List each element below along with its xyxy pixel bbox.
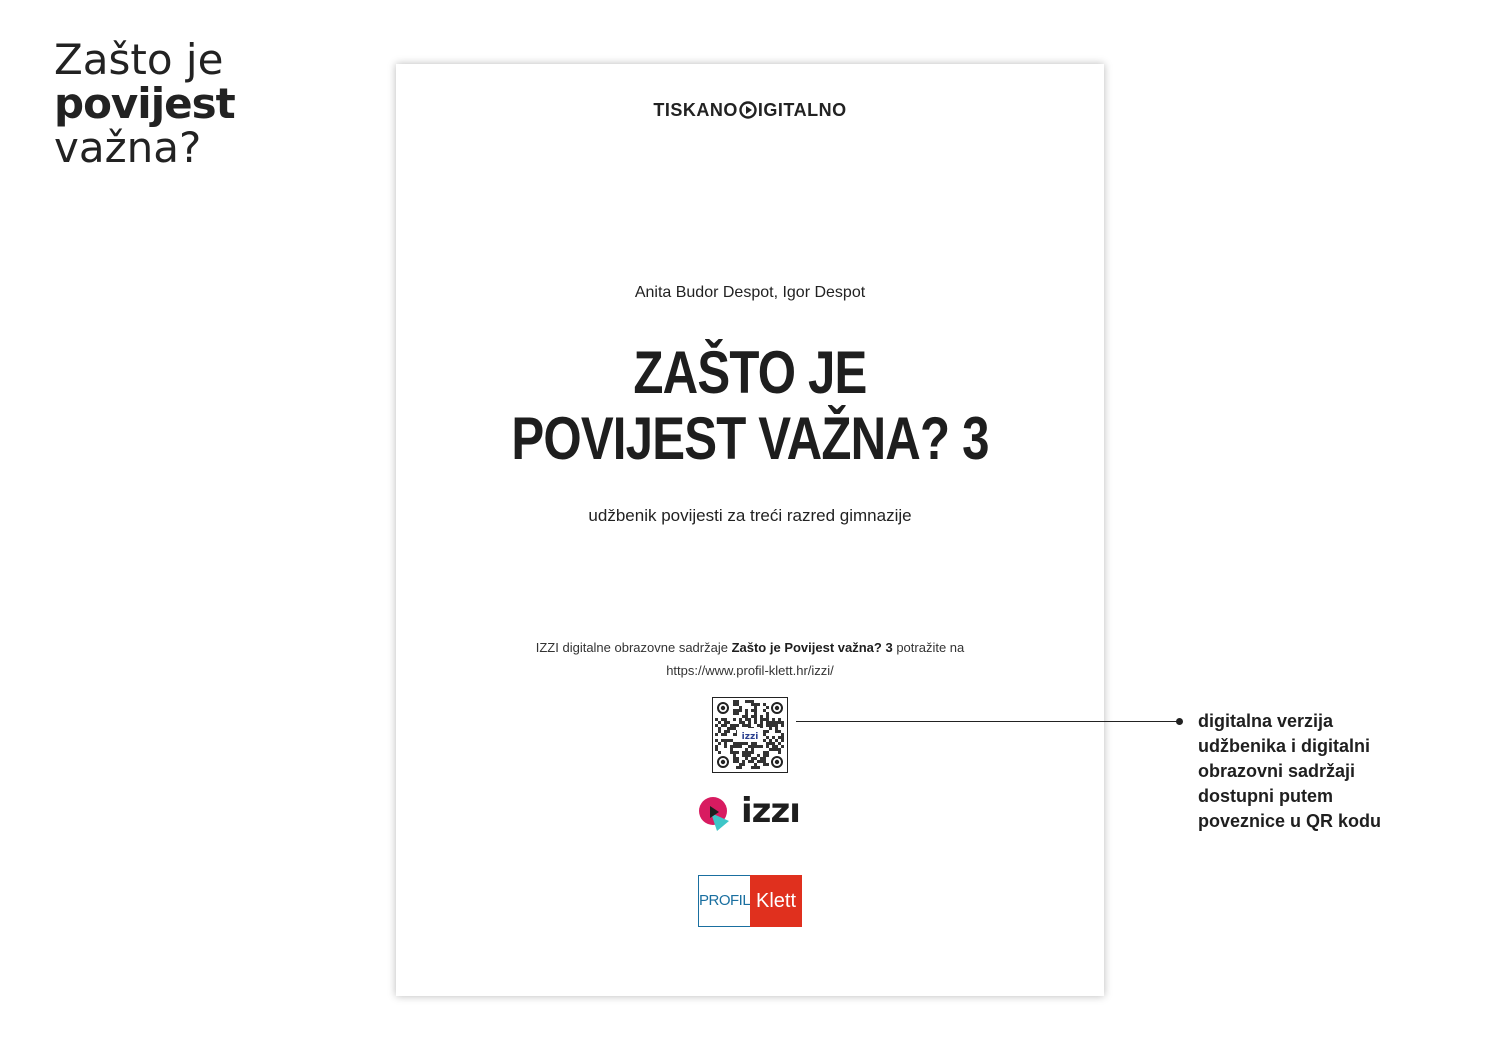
qr-label: izzi bbox=[741, 732, 759, 742]
qr-module bbox=[727, 727, 730, 730]
qr-module bbox=[754, 712, 757, 715]
qr-module bbox=[736, 757, 739, 760]
qr-module bbox=[733, 733, 736, 736]
qr-module bbox=[751, 715, 754, 718]
qr-module bbox=[724, 730, 727, 733]
qr-module bbox=[739, 709, 742, 712]
qr-module bbox=[745, 712, 748, 715]
qr-module bbox=[730, 751, 733, 754]
qr-module bbox=[751, 742, 754, 745]
qr-module bbox=[772, 736, 775, 739]
qr-module bbox=[754, 763, 757, 766]
qr-module bbox=[754, 745, 757, 748]
qr-module bbox=[745, 751, 748, 754]
qr-module bbox=[748, 745, 751, 748]
qr-module bbox=[733, 742, 736, 745]
brand-left-text: TISKANO bbox=[653, 100, 738, 120]
qr-module bbox=[766, 715, 769, 718]
qr-module bbox=[766, 751, 769, 754]
qr-module bbox=[742, 751, 745, 754]
qr-module bbox=[721, 739, 724, 742]
qr-module bbox=[745, 724, 748, 727]
qr-module bbox=[739, 745, 742, 748]
qr-module bbox=[766, 718, 769, 721]
qr-module bbox=[715, 724, 718, 727]
qr-module bbox=[772, 742, 775, 745]
qr-module bbox=[763, 760, 766, 763]
qr-module bbox=[775, 739, 778, 742]
qr-module bbox=[733, 745, 736, 748]
authors: Anita Budor Despot, Igor Despot bbox=[634, 284, 866, 301]
qr-module bbox=[733, 757, 736, 760]
qr-module bbox=[748, 724, 751, 727]
qr-module bbox=[763, 709, 766, 712]
qr-module bbox=[754, 757, 757, 760]
qr-module bbox=[754, 709, 757, 712]
qr-module bbox=[769, 742, 772, 745]
qr-module bbox=[769, 721, 772, 724]
qr-module bbox=[751, 748, 754, 751]
qr-module bbox=[760, 757, 763, 760]
qr-module bbox=[721, 718, 724, 721]
qr-module bbox=[733, 727, 736, 730]
qr-module bbox=[757, 760, 760, 763]
qr-module bbox=[775, 724, 778, 727]
qr-module bbox=[772, 721, 775, 724]
qr-module bbox=[724, 733, 727, 736]
qr-module bbox=[775, 748, 778, 751]
qr-module bbox=[724, 724, 727, 727]
qr-module bbox=[745, 715, 748, 718]
qr-module bbox=[763, 763, 766, 766]
qr-module bbox=[733, 751, 736, 754]
qr-module bbox=[736, 760, 739, 763]
side-title-line2: povijest bbox=[54, 79, 235, 128]
callout-line5: poveznice u QR kodu bbox=[1198, 811, 1382, 831]
qr-module bbox=[751, 703, 754, 706]
qr-module bbox=[766, 745, 769, 748]
qr-module bbox=[733, 709, 736, 712]
qr-module bbox=[745, 718, 748, 721]
qr-module bbox=[736, 742, 739, 745]
qr-module bbox=[751, 751, 754, 754]
qr-module bbox=[751, 757, 754, 760]
qr-module bbox=[718, 721, 721, 724]
izzi-play-icon bbox=[697, 795, 737, 835]
qr-module bbox=[724, 739, 727, 742]
qr-module bbox=[772, 718, 775, 721]
qr-module bbox=[742, 721, 745, 724]
qr-module bbox=[763, 757, 766, 760]
qr-module bbox=[760, 745, 763, 748]
izzi-logo-text: izzı bbox=[741, 791, 800, 831]
qr-module bbox=[766, 754, 769, 757]
publisher-left: PROFIL bbox=[698, 875, 750, 927]
qr-module bbox=[724, 721, 727, 724]
book-title-line1: ZAŠTO JE bbox=[633, 339, 867, 406]
qr-module bbox=[733, 718, 736, 721]
play-icon bbox=[739, 101, 757, 124]
qr-module bbox=[781, 745, 784, 748]
qr-module bbox=[778, 748, 781, 751]
book-title bbox=[396, 340, 1104, 472]
brand-right-text: IGITALNO bbox=[757, 100, 847, 120]
qr-module bbox=[724, 718, 727, 721]
qr-module bbox=[766, 736, 769, 739]
callout-line1: digitalna verzija bbox=[1198, 711, 1334, 731]
qr-module bbox=[724, 742, 727, 745]
qr-module bbox=[739, 763, 742, 766]
qr-module bbox=[718, 730, 721, 733]
izzi-text-after: potražite na bbox=[892, 640, 965, 655]
qr-module bbox=[736, 712, 739, 715]
qr-module bbox=[736, 751, 739, 754]
qr-module bbox=[751, 745, 754, 748]
qr-module bbox=[748, 751, 751, 754]
qr-module bbox=[745, 757, 748, 760]
tiskano-digitalno-logo bbox=[396, 100, 1104, 124]
qr-module bbox=[760, 718, 763, 721]
qr-module bbox=[748, 718, 751, 721]
qr-module bbox=[754, 715, 757, 718]
qr-module bbox=[760, 724, 763, 727]
qr-module bbox=[754, 703, 757, 706]
qr-module bbox=[778, 718, 781, 721]
book-subtitle: udžbenik povijesti za treći razred gimnazije bbox=[588, 506, 912, 525]
qr-module bbox=[748, 700, 751, 703]
qr-module bbox=[715, 718, 718, 721]
qr-module bbox=[745, 742, 748, 745]
callout-dot bbox=[1176, 718, 1183, 725]
qr-module bbox=[715, 733, 718, 736]
callout-line4: dostupni putem bbox=[1198, 786, 1333, 806]
qr-module bbox=[754, 742, 757, 745]
qr-code[interactable] bbox=[712, 697, 788, 773]
qr-module bbox=[766, 763, 769, 766]
qr-module bbox=[745, 700, 748, 703]
qr-module bbox=[772, 748, 775, 751]
qr-module bbox=[763, 739, 766, 742]
qr-module bbox=[730, 727, 733, 730]
qr-module bbox=[781, 721, 784, 724]
qr-module bbox=[772, 745, 775, 748]
qr-module bbox=[763, 733, 766, 736]
qr-module bbox=[736, 709, 739, 712]
qr-module bbox=[760, 760, 763, 763]
qr-module bbox=[778, 721, 781, 724]
qr-module bbox=[766, 730, 769, 733]
qr-module bbox=[748, 754, 751, 757]
qr-module bbox=[766, 706, 769, 709]
profil-klett-logo bbox=[698, 875, 802, 927]
qr-module bbox=[742, 724, 745, 727]
qr-module bbox=[748, 721, 751, 724]
qr-module bbox=[730, 745, 733, 748]
side-title-line1: Zašto je bbox=[54, 35, 224, 84]
qr-module bbox=[763, 703, 766, 706]
qr-module bbox=[757, 724, 760, 727]
qr-module bbox=[718, 727, 721, 730]
qr-module bbox=[751, 766, 754, 769]
qr-module bbox=[739, 721, 742, 724]
qr-module bbox=[733, 754, 736, 757]
qr-module bbox=[742, 760, 745, 763]
qr-module bbox=[757, 766, 760, 769]
qr-module bbox=[781, 736, 784, 739]
qr-module bbox=[751, 700, 754, 703]
izzi-text-bold: Zašto je Povijest važna? 3 bbox=[731, 640, 893, 655]
qr-module bbox=[763, 754, 766, 757]
qr-module bbox=[766, 721, 769, 724]
callout-line3: obrazovni sadržaji bbox=[1198, 761, 1356, 781]
izzi-logo bbox=[697, 791, 807, 835]
qr-module bbox=[727, 730, 730, 733]
qr-module bbox=[748, 760, 751, 763]
qr-module bbox=[733, 700, 736, 703]
qr-module bbox=[715, 745, 718, 748]
publisher-right: Klett bbox=[750, 875, 802, 927]
qr-module bbox=[742, 715, 745, 718]
qr-module bbox=[763, 751, 766, 754]
qr-module bbox=[766, 724, 769, 727]
qr-module bbox=[769, 739, 772, 742]
qr-module bbox=[760, 715, 763, 718]
izzi-url-link[interactable]: https://www.profil-klett.hr/izzi/ bbox=[666, 663, 834, 678]
qr-module bbox=[754, 721, 757, 724]
book-title-line2: POVIJEST VAŽNA? 3 bbox=[511, 405, 989, 472]
qr-module bbox=[727, 739, 730, 742]
qr-module bbox=[733, 760, 736, 763]
qr-module bbox=[778, 742, 781, 745]
qr-module bbox=[730, 748, 733, 751]
qr-module bbox=[739, 706, 742, 709]
qr-module bbox=[745, 754, 748, 757]
qr-module bbox=[775, 727, 778, 730]
qr-module bbox=[724, 745, 727, 748]
qr-module bbox=[736, 766, 739, 769]
qr-module bbox=[742, 763, 745, 766]
qr-module bbox=[757, 703, 760, 706]
qr-module bbox=[730, 724, 733, 727]
qr-module bbox=[778, 736, 781, 739]
qr-module bbox=[718, 742, 721, 745]
qr-module bbox=[751, 760, 754, 763]
side-title-line3: važna? bbox=[54, 123, 202, 172]
qr-module bbox=[742, 742, 745, 745]
qr-module bbox=[760, 721, 763, 724]
qr-module bbox=[718, 751, 721, 754]
qr-module bbox=[766, 712, 769, 715]
callout-line bbox=[796, 721, 1180, 722]
qr-module bbox=[757, 745, 760, 748]
qr-module bbox=[769, 727, 772, 730]
qr-module bbox=[715, 748, 718, 751]
qr-code-graphic bbox=[713, 698, 787, 772]
qr-module bbox=[721, 733, 724, 736]
qr-module bbox=[733, 724, 736, 727]
izzi-info bbox=[396, 636, 1104, 682]
qr-module bbox=[736, 724, 739, 727]
qr-module bbox=[736, 745, 739, 748]
qr-module bbox=[739, 718, 742, 721]
qr-module bbox=[742, 754, 745, 757]
qr-module bbox=[775, 730, 778, 733]
qr-module bbox=[736, 700, 739, 703]
qr-module bbox=[730, 739, 733, 742]
qr-module bbox=[778, 730, 781, 733]
qr-module bbox=[763, 718, 766, 721]
qr-module bbox=[778, 751, 781, 754]
qr-module bbox=[766, 742, 769, 745]
callout-line2: udžbenika i digitalni bbox=[1198, 736, 1371, 756]
qr-module bbox=[754, 706, 757, 709]
qr-module bbox=[754, 718, 757, 721]
qr-module bbox=[721, 724, 724, 727]
qr-module bbox=[733, 712, 736, 715]
qr-module bbox=[775, 721, 778, 724]
qr-module bbox=[769, 724, 772, 727]
qr-module bbox=[781, 724, 784, 727]
qr-module bbox=[781, 733, 784, 736]
book-cover-page bbox=[396, 64, 1104, 996]
side-title bbox=[54, 35, 235, 172]
qr-module bbox=[757, 754, 760, 757]
izzi-text-before: IZZI digitalne obrazovne sadržaje bbox=[535, 640, 732, 655]
qr-module bbox=[715, 739, 718, 742]
qr-module bbox=[736, 703, 739, 706]
qr-module bbox=[733, 703, 736, 706]
qr-module bbox=[763, 730, 766, 733]
qr-module bbox=[739, 766, 742, 769]
qr-module bbox=[754, 766, 757, 769]
qr-module bbox=[781, 739, 784, 742]
qr-module bbox=[775, 745, 778, 748]
qr-module bbox=[745, 709, 748, 712]
qr-module bbox=[739, 742, 742, 745]
qr-module bbox=[745, 748, 748, 751]
qr-module bbox=[769, 748, 772, 751]
qr-module bbox=[751, 709, 754, 712]
qr-module bbox=[727, 721, 730, 724]
callout-text bbox=[1198, 709, 1448, 834]
qr-module bbox=[772, 724, 775, 727]
